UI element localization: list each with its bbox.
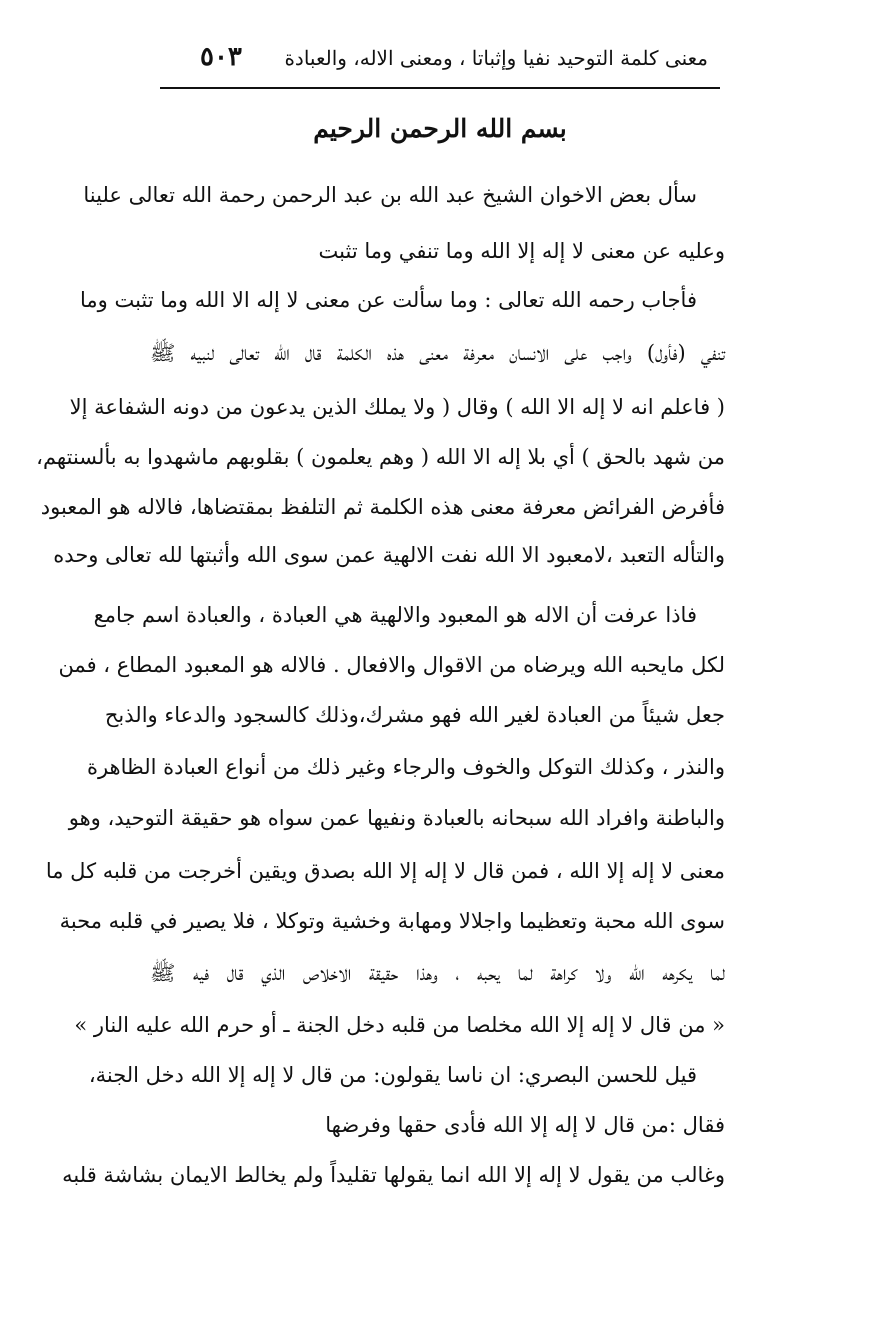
text-line: فقال :من قال لا إله إلا الله فأدى حقها وفرضها — [325, 1113, 725, 1137]
running-header — [160, 38, 720, 82]
text-line: فأفرض الفرائض معرفة معنى هذه الكلمة ثم التلفظ بمقتضاها، فالاله هو المعبود — [40, 495, 725, 519]
text-line: لكل مايحبه الله ويرضاه من الاقوال والافعال . فالاله هو المعبود المطاع ، فمن — [58, 653, 725, 677]
text-line: سأل بعض الاخوان الشيخ عبد الله بن عبد الرحمن رحمة الله تعالى علينا — [83, 183, 697, 207]
basmala-heading: بسم الله الرحمن الرحيم — [313, 114, 567, 143]
text-line: وعليه عن معنى لا إله إلا الله وما تنفي وما تثبت — [318, 239, 725, 263]
text-line: سوى الله محبة وتعظيما واجلالا ومهابة وخشية وتوكلا ، فلا يصير في قلبه محبة — [59, 909, 725, 933]
text-line: فاذا عرفت أن الاله هو المعبود والالهية هي العبادة ، والعبادة اسم جامع — [93, 603, 697, 627]
text-line: « من قال لا إله إلا الله مخلصا من قلبه دخل الجنة ـ أو حرم الله عليه النار » — [74, 1013, 725, 1037]
text-line: لما يكرهه الله ولا كراهة لما يحبه ، وهذا حقيقة الاخلاص الذي قال فيه ﷺ — [150, 961, 725, 985]
text-line: تنفي (فأول) واجب على الانسان معرفة معنى هذه الكلمة قال الله تعالى لنبيه ﷺ — [150, 341, 725, 365]
text-line: من شهد بالحق ) أي بلا إله الا الله ( وهم يعلمون ) بقلوبهم ماشهدوا به بألسنتهم، — [36, 445, 725, 469]
text-line: معنى لا إله إلا الله ، فمن قال لا إله إلا الله بصدق ويقين أخرجت من قلبه كل ما — [45, 859, 725, 883]
text-line: وغالب من يقول لا إله إلا الله انما يقولها تقليداً ولم يخالط الايمان بشاشة قلبه — [62, 1163, 725, 1187]
text-line: والنذر ، وكذلك التوكل والخوف والرجاء وغير ذلك من أنواع العبادة الظاهرة — [86, 755, 725, 779]
page-number: ٥٠٣ — [200, 42, 242, 72]
text-line: ( فاعلم انه لا إله الا الله ) وقال ( ولا يملك الذين يدعون من دونه الشفاعة إلا — [69, 395, 725, 419]
text-line: قيل للحسن البصري: ان ناسا يقولون: من قال لا إله إلا الله دخل الجنة، — [88, 1063, 697, 1087]
header-divider — [160, 87, 720, 89]
text-line: فأجاب رحمه الله تعالى : وما سألت عن معنى لا إله الا الله وما تثبت وما — [79, 288, 697, 312]
text-line: والباطنة وافراد الله سبحانه بالعبادة ونفيها عمن سواه هو حقيقة التوحيد، وهو — [68, 806, 725, 830]
text-line: جعل شيئاً من العبادة لغير الله فهو مشرك،وذلك كالسجود والدعاء والذبح — [104, 703, 725, 727]
running-header-title: معنى كلمة التوحيد نفيا وإثباتا ، ومعنى الاله، والعبادة — [284, 46, 708, 70]
text-line: والتأله التعبد ،لامعبود الا الله نفت الالهية عمن سوى الله وأثبتها لله تعالى وحده — [53, 543, 725, 567]
